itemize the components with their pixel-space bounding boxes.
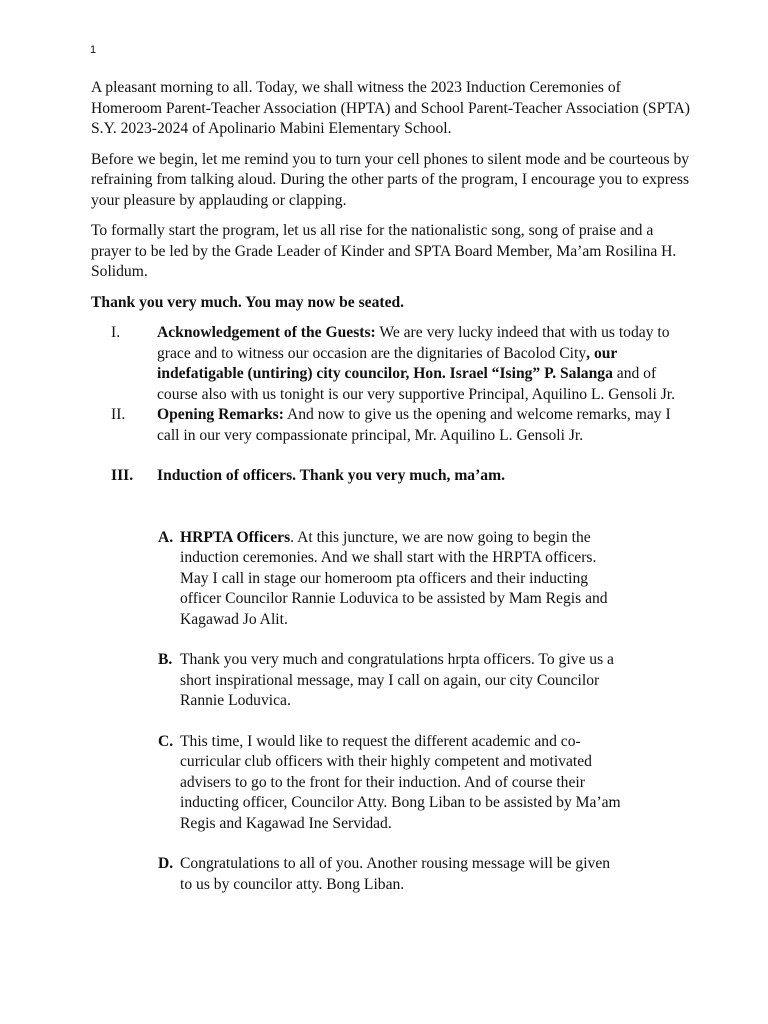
roman-item-acknowledgement: [91, 323, 691, 405]
document-body: [91, 78, 691, 915]
item-letter: C.: [158, 732, 174, 750]
letter-item-b: [158, 650, 624, 712]
letter-item-body: Congratulations to all of you. Another rousing message will be given to us by councilor atty. Bong Liban.: [180, 855, 611, 893]
item-heading: Opening Remarks:: [157, 406, 284, 423]
item-text-continued: and of course also with us tonight is our very supportive Principal, Aquilino L. Gensoli Jr.: [157, 365, 676, 403]
seated-text: Thank you very much. You may now be seated.: [91, 293, 405, 311]
program-start-paragraph: To formally start the program, let us all rise for the nationalistic song, song of praise and a prayer to be led by the Grade Leader of Kinder and SPTA Board Member, Ma’am Rosilina H. Solidum.: [91, 222, 677, 280]
item-heading: HRPTA Officers: [180, 528, 291, 546]
reminder-paragraph: Before we begin, let me remind you to turn your cell phones to silent mode and be courteous by refraining from talking aloud. During the other parts of the program, I encourage you to express your pleasure by applauding or clapping.: [91, 150, 690, 209]
item-letter: D.: [158, 855, 174, 872]
letter-item-c: [158, 732, 624, 835]
roman-item-body: [157, 405, 691, 446]
item-heading: Acknowledgement of the Guests:: [157, 324, 376, 341]
induction-steps: [91, 528, 624, 896]
item-text: We are very lucky indeed that with us today to grace and to witness our occasion are the dignitaries of Bacolod City: [157, 324, 670, 362]
item-emphasis: , our indefatigable (untiring) city councilor, Hon. Israel “Ising” P. Salanga: [157, 344, 618, 382]
roman-item-induction: [91, 466, 691, 487]
item-text: And now to give us the opening and welcome remarks, may I call in our very compassionate principal, Mr. Aquilino L. Gensoli Jr.: [157, 406, 671, 444]
letter-item-body: Thank you very much and congratulations hrpta officers. To give us a short inspirational message, may I call on again, our city Councilor Rannie Loduvica.: [180, 651, 614, 709]
opening-paragraph: A pleasant morning to all. Today, we shall witness the 2023 Induction Ceremonies of Homeroom Parent-Teacher Association (HPTA) and School Parent-Teacher Association (SPTA) S.Y. 2023-2024 of Apolinario Mabini Elementary School.: [91, 79, 690, 137]
item-letter: A.: [158, 528, 174, 546]
letter-item-a: [158, 528, 624, 631]
letter-item-d: [158, 854, 624, 895]
seated-paragraph: [91, 293, 691, 314]
roman-numeral: I.: [111, 324, 121, 341]
roman-item-opening-remarks: [91, 405, 691, 446]
roman-item-body: Induction of officers. Thank you very much, ma’am.: [157, 467, 505, 484]
page-number: 1: [90, 44, 97, 56]
letter-item-body: [180, 528, 624, 631]
roman-numeral: III.: [111, 467, 134, 484]
item-letter: B.: [158, 651, 173, 668]
letter-item-body: This time, I would like to request the different academic and co-curricular club officers with their highly competent and motivated advisers to go to the front for their induction. And of course their inducting officer, Councilor Atty. Bong Liban to be assisted by Ma’am Regis and Kagawad Ine Servidad.: [180, 732, 621, 832]
roman-numeral: II.: [111, 406, 126, 423]
roman-item-body: [157, 323, 691, 405]
item-text: . At this juncture, we are now going to begin the induction ceremonies. And we shall start with the HRPTA officers. May I call in stage our homeroom pta officers and their inducting officer Councilor Rannie Loduvica to be assisted by Mam Regis and Kagawad Jo Alit.: [180, 528, 608, 628]
